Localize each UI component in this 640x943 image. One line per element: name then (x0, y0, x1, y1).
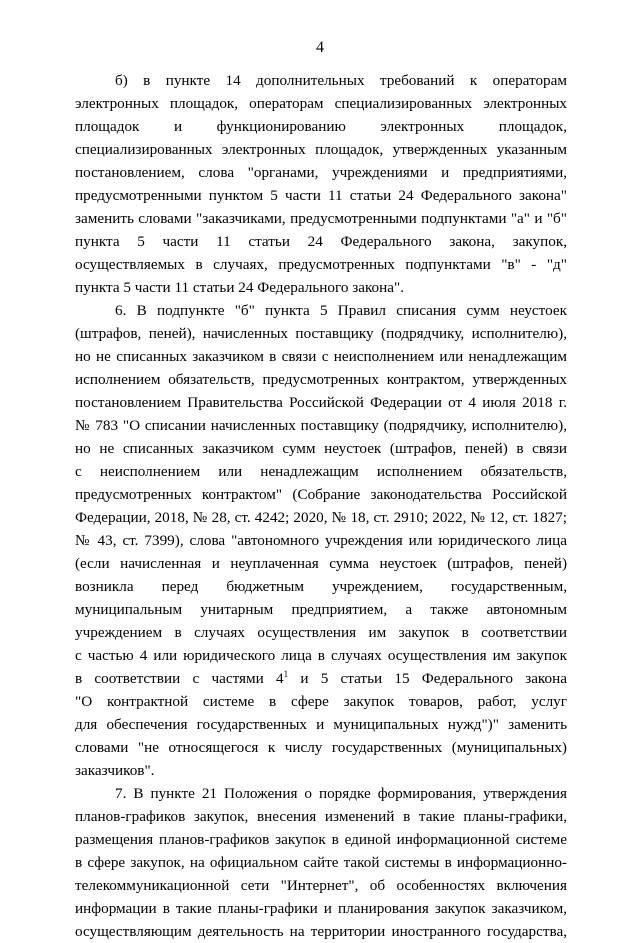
text-line: с частью 4 или юридического лица в случаях осуществления им закупок (75, 647, 567, 664)
text-line: площадок и функционированию электронных площадок, (75, 118, 567, 135)
text-line: но не списанных заказчиком в связи с неисполнением или ненадлежащим (75, 348, 567, 365)
text-line: с неисполнением или ненадлежащим исполнением обязательств, (75, 463, 567, 480)
text-line: специализированных электронных площадок, утвержденных указанным (75, 141, 567, 158)
paragraph-6 (75, 299, 567, 782)
superscript: 1 (283, 669, 289, 679)
text-line: предусмотренных контрактом" (Собрание законодательства Российской (75, 486, 567, 503)
text-line: постановлением, слова "органами, учреждениями и предприятиями, (75, 164, 567, 181)
text-line: 6. В подпункте "б" пункта 5 Правил списания сумм неустоек (115, 302, 567, 319)
text-line: пункта 5 части 11 статьи 24 Федерального закона, закупок, (75, 233, 567, 250)
text-line: б) в пункте 14 дополнительных требований к операторам (115, 72, 567, 89)
text-line: (штрафов, пеней), начисленных поставщику (подрядчику, исполнителю), (75, 325, 567, 342)
text-line: № 783 "О списании начисленных поставщику (подрядчику, исполнителю), (75, 417, 567, 434)
text-line: постановлением Правительства Российской Федерации от 4 июля 2018 г. (75, 394, 567, 411)
text-line: учреждением в случаях осуществления им закупок в соответствии (75, 624, 567, 641)
page-number: 4 (316, 39, 324, 56)
text-line: Федерации, 2018, № 28, ст. 4242; 2020, № 18, ст. 2910; 2022, № 12, ст. 1827; (75, 509, 567, 526)
paragraph-b (75, 69, 567, 299)
text-line: 7. В пункте 21 Положения о порядке формирования, утверждения (115, 785, 567, 802)
document-body (75, 69, 567, 943)
text-segment: и 5 статьи 15 Федерального закона (288, 670, 567, 687)
text-line: заменить словами "заказчиками, предусмотренными подпунктами "а" и "б" (75, 210, 567, 227)
text-line: осуществляемых в случаях, предусмотренных подпунктами "в" - "д" (75, 256, 567, 273)
text-line: в сфере закупок, на официальном сайте такой системы в информационно- (75, 854, 567, 871)
text-line: № 43, ст. 7399), слова "автономного учреждения или юридического лица (75, 532, 567, 549)
text-line: информации в такие планы-графики и планирования закупок заказчиком, (75, 900, 567, 917)
text-line: предусмотренными пунктом 5 части 11 статьи 24 Федерального закона" (75, 187, 567, 204)
paragraph-7 (75, 782, 567, 943)
text-line: телекоммуникационной сети "Интернет", об особенностях включения (75, 877, 567, 894)
text-line: заказчиков". (75, 762, 155, 779)
text-line: словами "не относящегося к числу государственных (муниципальных) (75, 739, 567, 756)
text-line: исполнением обязательств, предусмотренных контрактом, утвержденных (75, 371, 567, 388)
text-line: пункта 5 части 11 статьи 24 Федерального закона". (75, 279, 405, 296)
text-line: муниципальным унитарным предприятием, а также автономным (75, 601, 567, 618)
text-line: "О контрактной системе в сфере закупок товаров, работ, услуг (75, 693, 567, 710)
text-line: планов-графиков закупок, внесения изменений в такие планы-графики, (75, 808, 567, 825)
text-line: размещения планов-графиков закупок в единой информационной системе (75, 831, 567, 848)
text-line-with-superscript (75, 667, 567, 690)
text-line: но не списанных заказчиком сумм неустоек (штрафов, пеней) в связи (75, 440, 567, 457)
text-line: для обеспечения государственных и муниципальных нужд")" заменить (75, 716, 567, 733)
text-line: осуществляющим деятельность на территории иностранного государства, (75, 923, 567, 940)
text-segment: в соответствии с частями 4 (75, 670, 284, 687)
text-line: (если начисленная и неуплаченная сумма неустоек (штрафов, пеней) (75, 555, 567, 572)
text-line: возникла перед бюджетным учреждением, государственным, (75, 578, 567, 595)
text-line: электронных площадок, операторам специализированных электронных (75, 95, 567, 112)
